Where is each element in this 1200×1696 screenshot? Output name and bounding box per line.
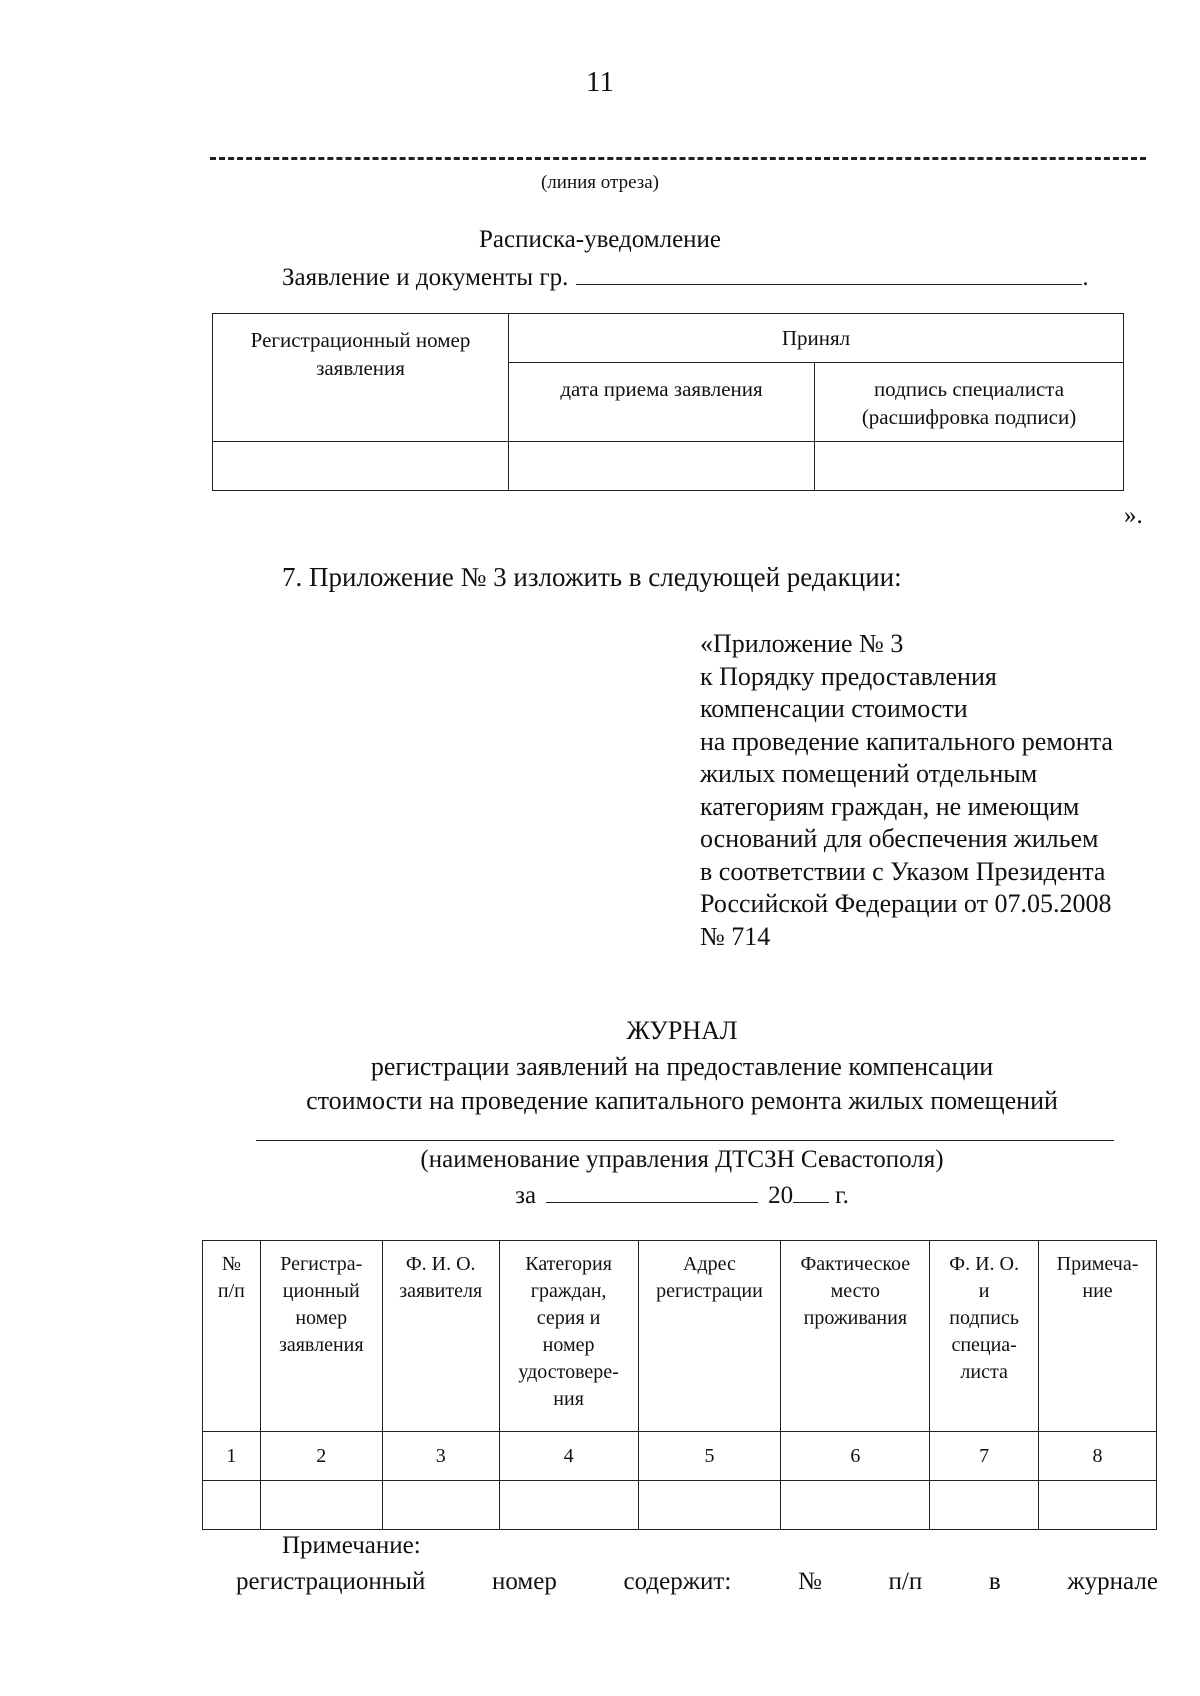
journal-col-number: 5 bbox=[638, 1432, 781, 1481]
item-7-text: 7. Приложение № 3 изложить в следующей редакции: bbox=[282, 562, 902, 592]
year-prefix: 20 bbox=[768, 1182, 794, 1209]
journal-header-text: специа- bbox=[951, 1334, 1017, 1356]
receipt-applicant-line bbox=[282, 262, 1089, 292]
journal-header-text: место bbox=[830, 1280, 881, 1302]
journal-header-text: номер bbox=[295, 1307, 348, 1329]
appendix-line: № 714 bbox=[700, 921, 771, 951]
year-suffix: г. bbox=[835, 1182, 849, 1209]
journal-header-col-3 bbox=[382, 1241, 499, 1432]
journal-header-text: Категория bbox=[525, 1253, 612, 1275]
journal-entry-cell[interactable] bbox=[930, 1481, 1039, 1530]
journal-header-text: № bbox=[221, 1253, 241, 1275]
page-number: 11 bbox=[586, 66, 614, 98]
journal-entry-cell[interactable] bbox=[638, 1481, 781, 1530]
journal-header-text: Примеча- bbox=[1056, 1253, 1139, 1275]
receipt-cell-date[interactable] bbox=[509, 442, 815, 491]
appendix-line: компенсации стоимости bbox=[700, 694, 968, 723]
journal-header-text: удостовере- bbox=[518, 1361, 619, 1383]
journal-entry-cell[interactable] bbox=[781, 1481, 930, 1530]
appendix-line: к Порядку предоставления bbox=[700, 661, 997, 691]
org-name-blank[interactable] bbox=[256, 1140, 1114, 1141]
year-blank[interactable] bbox=[793, 1182, 829, 1203]
journal-header-text: проживания bbox=[803, 1307, 908, 1329]
period-blank[interactable] bbox=[546, 1182, 758, 1203]
receipt-header-date: дата приема заявления bbox=[509, 363, 815, 442]
note-word: содержит: bbox=[623, 1568, 732, 1595]
journal-header-col-2 bbox=[260, 1241, 382, 1432]
journal-subtitle bbox=[0, 1050, 1200, 1118]
journal-header-col-5 bbox=[638, 1241, 781, 1432]
appendix-line: категориям граждан, не имеющим bbox=[700, 791, 1080, 821]
appendix-line: на проведение капитального ремонта bbox=[700, 726, 1113, 756]
note-word: в bbox=[988, 1568, 1001, 1595]
journal-header-text: Фактическое bbox=[800, 1253, 911, 1275]
note-word: регистрационный bbox=[236, 1568, 426, 1595]
appendix-block bbox=[700, 628, 1113, 953]
receipt-title: Расписка-уведомление bbox=[478, 226, 722, 253]
note-word: номер bbox=[492, 1568, 557, 1595]
note-word: п/п bbox=[888, 1568, 923, 1595]
period-za: за bbox=[515, 1182, 537, 1209]
journal-header-text: Адрес bbox=[683, 1253, 736, 1275]
receipt-header-signature-line2: (расшифровка подписи) bbox=[861, 405, 1077, 429]
appendix-line: «Приложение № 3 bbox=[700, 629, 904, 658]
journal-header-text: подпись bbox=[949, 1307, 1019, 1329]
journal-entry-cell[interactable] bbox=[499, 1481, 638, 1530]
journal-header-text: серия и bbox=[536, 1307, 601, 1329]
journal-header-text: Ф. И. О. bbox=[405, 1253, 476, 1275]
appendix-line: в соответствии с Указом Президента bbox=[700, 856, 1106, 886]
journal-col-number: 1 bbox=[203, 1432, 261, 1481]
journal-header-text: п/п bbox=[217, 1280, 245, 1302]
journal-col-number: 3 bbox=[382, 1432, 499, 1481]
receipt-cell-regnum[interactable] bbox=[213, 442, 509, 491]
journal-col-number: 6 bbox=[781, 1432, 930, 1481]
note-word: № bbox=[797, 1568, 822, 1595]
applicant-name-blank[interactable] bbox=[576, 262, 1082, 285]
receipt-header-signature bbox=[815, 363, 1124, 442]
note-label: Примечание: bbox=[282, 1532, 421, 1559]
receipt-header-signature-line1: подпись специалиста bbox=[873, 377, 1065, 401]
journal-header-text: ционный bbox=[282, 1280, 360, 1302]
journal-subtitle-line1: регистрации заявлений на предоставление компенсации bbox=[370, 1052, 994, 1081]
receipt-line-end: . bbox=[1082, 264, 1089, 291]
journal-header-text: листа bbox=[960, 1361, 1008, 1383]
receipt-applicant-label: Заявление и документы гр. bbox=[282, 264, 569, 291]
journal-entry-cell[interactable] bbox=[203, 1481, 261, 1530]
journal-title: ЖУРНАЛ bbox=[626, 1016, 738, 1045]
receipt-header-regnum: Регистрационный номер заявления bbox=[213, 314, 509, 442]
journal-header-text: Регистра- bbox=[280, 1253, 363, 1275]
receipt-cell-signature[interactable] bbox=[815, 442, 1124, 491]
note-word: журнале bbox=[1067, 1568, 1158, 1595]
journal-header-col-8 bbox=[1039, 1241, 1157, 1432]
journal-header-text: заявления bbox=[278, 1334, 364, 1356]
journal-header-text: заявителя bbox=[399, 1280, 483, 1302]
journal-header-text: регистрации bbox=[656, 1280, 763, 1302]
org-name-label: (наименование управления ДТСЗН Севастополя) bbox=[420, 1146, 944, 1173]
journal-entry-cell[interactable] bbox=[260, 1481, 382, 1530]
journal-col-number: 4 bbox=[499, 1432, 638, 1481]
journal-header-text: Ф. И. О. bbox=[949, 1253, 1019, 1275]
journal-subtitle-line2: стоимости на проведение капитального ремонта жилых помещений bbox=[306, 1086, 1058, 1115]
journal-header-text: ние bbox=[1082, 1280, 1113, 1302]
journal-header-col-4 bbox=[499, 1241, 638, 1432]
appendix-line: оснований для обеспечения жильем bbox=[700, 824, 1099, 853]
appendix-line: Российской Федерации от 07.05.2008 bbox=[700, 889, 1112, 918]
journal-header-text: и bbox=[978, 1280, 990, 1302]
journal-header-col-6 bbox=[781, 1241, 930, 1432]
journal-col-number: 2 bbox=[260, 1432, 382, 1481]
closing-quote: ». bbox=[1124, 502, 1143, 529]
receipt-header-accepted: Принял bbox=[509, 314, 1124, 363]
period-line bbox=[0, 1182, 1200, 1210]
journal-header-col-1 bbox=[203, 1241, 261, 1432]
appendix-line: жилых помещений отдельным bbox=[700, 759, 1038, 788]
journal-col-number: 7 bbox=[930, 1432, 1039, 1481]
journal-header-text: ния bbox=[553, 1388, 584, 1410]
journal-header-col-7 bbox=[930, 1241, 1039, 1432]
journal-header-text: граждан, bbox=[530, 1280, 607, 1302]
note-text bbox=[236, 1568, 1158, 1596]
receipt-table bbox=[212, 313, 1124, 491]
journal-entry-cell[interactable] bbox=[1039, 1481, 1157, 1530]
journal-col-number: 8 bbox=[1039, 1432, 1157, 1481]
cut-line bbox=[210, 157, 1146, 160]
journal-header-text: номер bbox=[542, 1334, 595, 1356]
journal-entry-cell[interactable] bbox=[382, 1481, 499, 1530]
journal-table bbox=[202, 1240, 1157, 1530]
cut-line-label: (линия отреза) bbox=[540, 172, 660, 193]
